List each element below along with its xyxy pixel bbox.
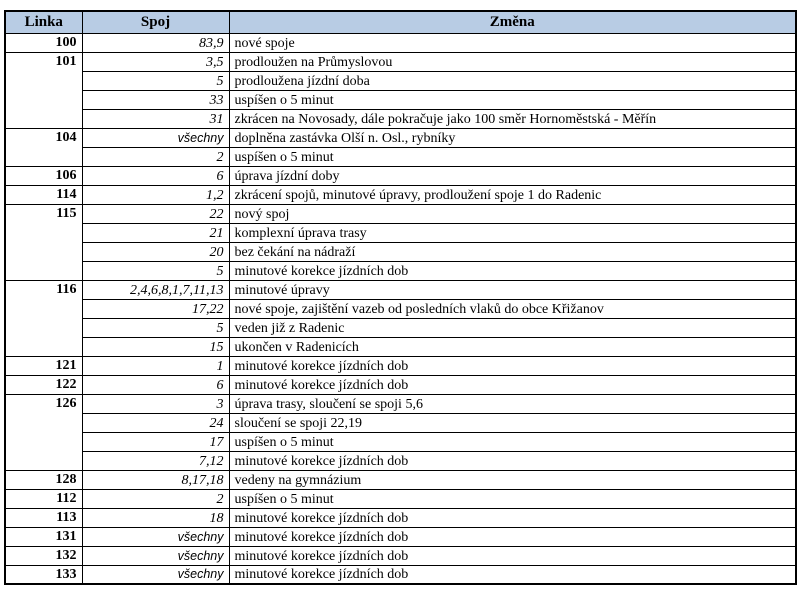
cell-zmena: nový spoj (229, 204, 796, 223)
cell-spoj: 24 (82, 413, 229, 432)
cell-zmena: minutové korekce jízdních dob (229, 451, 796, 470)
cell-linka: 121 (5, 356, 82, 375)
table-header (5, 11, 796, 33)
cell-spoj: 17,22 (82, 299, 229, 318)
table-row (5, 546, 796, 565)
table-row (5, 413, 796, 432)
cell-spoj: 18 (82, 508, 229, 527)
table-row (5, 71, 796, 90)
cell-zmena: uspíšen o 5 minut (229, 90, 796, 109)
cell-spoj: 33 (82, 90, 229, 109)
cell-zmena: nové spoje (229, 33, 796, 52)
cell-spoj: 7,12 (82, 451, 229, 470)
header-linka: Linka (5, 11, 82, 33)
cell-linka: 100 (5, 33, 82, 52)
table-row (5, 261, 796, 280)
table-body (5, 33, 796, 584)
cell-zmena: minutové korekce jízdních dob (229, 375, 796, 394)
table-row (5, 242, 796, 261)
cell-spoj: 8,17,18 (82, 470, 229, 489)
cell-zmena: sloučení se spoji 22,19 (229, 413, 796, 432)
cell-zmena: zkrácení spojů, minutové úpravy, prodloužení spoje 1 do Radenic (229, 185, 796, 204)
table-row (5, 337, 796, 356)
header-zmena: Změna (229, 11, 796, 33)
cell-spoj: všechny (82, 128, 229, 147)
table-row (5, 185, 796, 204)
cell-spoj: všechny (82, 527, 229, 546)
cell-linka: 101 (5, 52, 82, 128)
cell-linka: 122 (5, 375, 82, 394)
table-row (5, 489, 796, 508)
cell-zmena: veden již z Radenic (229, 318, 796, 337)
cell-zmena: úprava trasy, sloučení se spoji 5,6 (229, 394, 796, 413)
cell-linka: 133 (5, 565, 82, 584)
cell-zmena: minutové korekce jízdních dob (229, 508, 796, 527)
cell-linka: 126 (5, 394, 82, 470)
cell-zmena: minutové korekce jízdních dob (229, 546, 796, 565)
cell-zmena: minutové korekce jízdních dob (229, 356, 796, 375)
cell-spoj: 2 (82, 147, 229, 166)
cell-zmena: bez čekání na nádraží (229, 242, 796, 261)
table-row (5, 52, 796, 71)
cell-zmena: uspíšen o 5 minut (229, 432, 796, 451)
cell-spoj: 2,4,6,8,1,7,11,13 (82, 280, 229, 299)
cell-zmena: úprava jízdní doby (229, 166, 796, 185)
cell-spoj: 22 (82, 204, 229, 223)
cell-spoj: 17 (82, 432, 229, 451)
cell-spoj: všechny (82, 565, 229, 584)
cell-spoj: 5 (82, 71, 229, 90)
cell-spoj: 5 (82, 261, 229, 280)
cell-zmena: vedeny na gymnázium (229, 470, 796, 489)
cell-zmena: minutové úpravy (229, 280, 796, 299)
cell-spoj: 6 (82, 375, 229, 394)
table-row (5, 470, 796, 489)
cell-linka: 128 (5, 470, 82, 489)
table-row (5, 280, 796, 299)
cell-zmena: uspíšen o 5 minut (229, 147, 796, 166)
cell-zmena: doplněna zastávka Olší n. Osl., rybníky (229, 128, 796, 147)
cell-spoj: 20 (82, 242, 229, 261)
table-row (5, 451, 796, 470)
table-row (5, 356, 796, 375)
table-row (5, 147, 796, 166)
cell-spoj: 2 (82, 489, 229, 508)
changes-table-container (4, 10, 797, 585)
table-row (5, 565, 796, 584)
cell-zmena: nové spoje, zajištění vazeb od posledních vlaků do obce Křižanov (229, 299, 796, 318)
table-row (5, 204, 796, 223)
cell-linka: 131 (5, 527, 82, 546)
cell-linka: 115 (5, 204, 82, 280)
cell-spoj: 3 (82, 394, 229, 413)
cell-zmena: uspíšen o 5 minut (229, 489, 796, 508)
header-spoj: Spoj (82, 11, 229, 33)
table-row (5, 527, 796, 546)
table-row (5, 299, 796, 318)
cell-zmena: prodloužen na Průmyslovou (229, 52, 796, 71)
cell-linka: 104 (5, 128, 82, 166)
cell-spoj: 3,5 (82, 52, 229, 71)
cell-spoj: 6 (82, 166, 229, 185)
cell-spoj: 1,2 (82, 185, 229, 204)
table-header-row (5, 11, 796, 33)
cell-spoj: všechny (82, 546, 229, 565)
table-row (5, 508, 796, 527)
cell-zmena: zkrácen na Novosady, dále pokračuje jako 100 směr Hornoměstská - Měřín (229, 109, 796, 128)
changes-table (4, 10, 797, 585)
table-row (5, 128, 796, 147)
cell-spoj: 83,9 (82, 33, 229, 52)
table-row (5, 109, 796, 128)
cell-zmena: prodloužena jízdní doba (229, 71, 796, 90)
cell-zmena: minutové korekce jízdních dob (229, 565, 796, 584)
table-row (5, 432, 796, 451)
cell-spoj: 5 (82, 318, 229, 337)
cell-zmena: minutové korekce jízdních dob (229, 261, 796, 280)
cell-linka: 132 (5, 546, 82, 565)
table-row (5, 394, 796, 413)
cell-linka: 106 (5, 166, 82, 185)
cell-zmena: komplexní úprava trasy (229, 223, 796, 242)
cell-zmena: ukončen v Radenicích (229, 337, 796, 356)
table-row (5, 90, 796, 109)
table-row (5, 166, 796, 185)
table-row (5, 318, 796, 337)
cell-linka: 112 (5, 489, 82, 508)
cell-spoj: 15 (82, 337, 229, 356)
cell-linka: 114 (5, 185, 82, 204)
cell-linka: 113 (5, 508, 82, 527)
cell-spoj: 1 (82, 356, 229, 375)
cell-linka: 116 (5, 280, 82, 356)
table-row (5, 33, 796, 52)
table-row (5, 223, 796, 242)
table-row (5, 375, 796, 394)
cell-spoj: 31 (82, 109, 229, 128)
cell-zmena: minutové korekce jízdních dob (229, 527, 796, 546)
cell-spoj: 21 (82, 223, 229, 242)
